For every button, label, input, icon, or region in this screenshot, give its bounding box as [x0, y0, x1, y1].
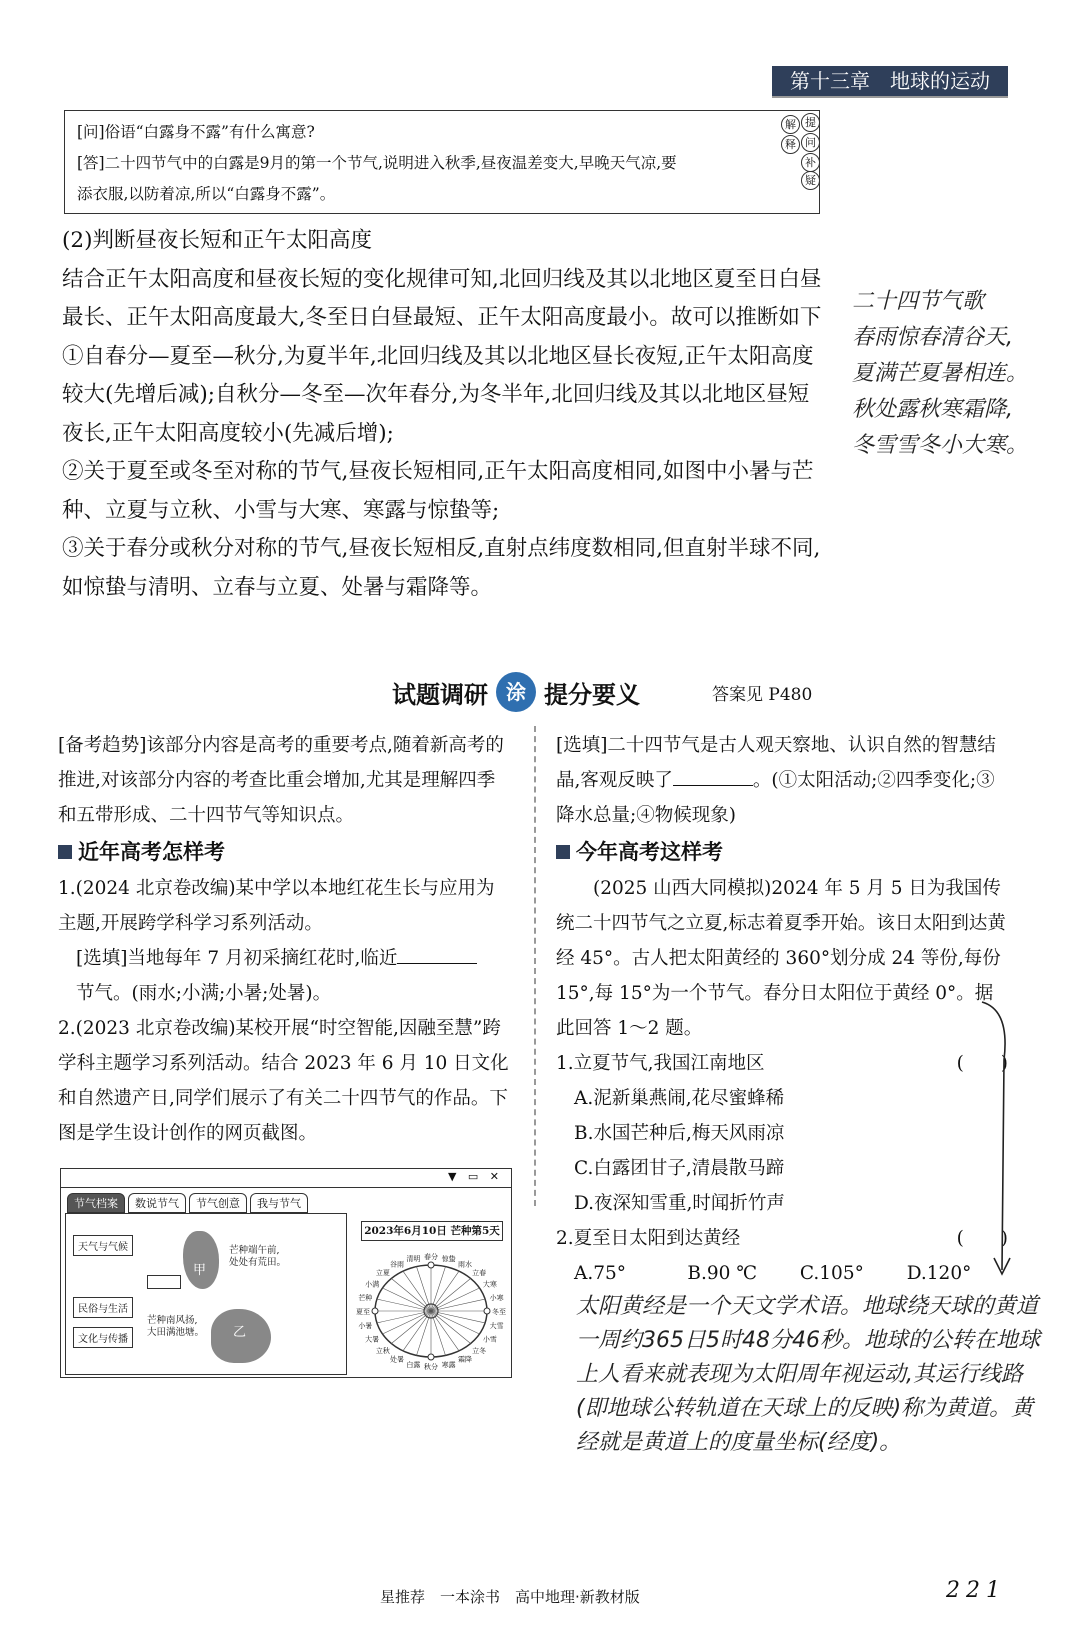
- section-header-ball: 涂: [496, 672, 536, 712]
- main-text: [62, 222, 830, 607]
- question-1-fill-text: [选填]当地每年 7 月初采摘红花时,临近: [76, 948, 398, 969]
- box-culture: 文化与传播: [73, 1327, 133, 1348]
- right-column: [556, 728, 1008, 1291]
- term-label: 夏至: [356, 1308, 370, 1316]
- qa-answer-line1: [答]二十四节气中的白露是9月的第一个节气,说明进入秋季,昼夜温差变大,早晚天气凉,要: [77, 154, 677, 172]
- term-label: 谷雨: [390, 1260, 404, 1269]
- main-para-1: 结合正午太阳高度和昼夜长短的变化规律可知,北回归线及其以北地区夏至日白昼最长、正午太阳高度最大,冬至日白昼最短、正午太阳高度最小。故可以推断如下: [62, 266, 822, 330]
- window-controls: ▼ ▭ ✕: [447, 1170, 503, 1183]
- option: D.120°: [906, 1263, 972, 1284]
- mc-question-2: [556, 1221, 1008, 1256]
- column-divider: [534, 726, 536, 1206]
- qa-question: [问]俗语“白露身不露”有什么寓意?: [77, 123, 315, 141]
- main-para-3: ②关于夏至或冬至对称的节气,昼夜长短相同,正午太阳高度相同,如图中小暑与芒种、立夏与立秋、小雪与大寒、寒露与惊蛰等;: [62, 459, 814, 523]
- blank-box: [147, 1275, 181, 1289]
- browser-bar: [61, 1169, 511, 1188]
- earth-position-dot: [484, 1308, 490, 1314]
- term-label: 霜降: [458, 1355, 472, 1364]
- stamp-char: 疑: [801, 171, 820, 190]
- side-note-handwriting: [852, 284, 1062, 464]
- side-note-line: 夏满芒夏暑相连。: [852, 361, 1029, 386]
- question-1-fill: [58, 941, 510, 976]
- answer-blank: [673, 767, 753, 786]
- answer-reference: 答案见 P480: [712, 685, 813, 705]
- trend-paragraph: [58, 728, 510, 833]
- term-label: 大寒: [482, 1280, 497, 1289]
- options-row: [556, 1256, 1008, 1291]
- chapter-tag: 第十三章 地球的运动: [772, 66, 1008, 96]
- stamp-char: 释: [781, 135, 800, 154]
- handwritten-note: 太阳黄经是一个天文学术语。地球绕天球的黄道一周约365日5时48分46秒。地球的公转在地球上人看来就表现为太阳周年视运动,其运行线路(即地球公转轨道在天球上的反映)称为黄道。黄经就是黄道上的度量坐标(经度)。: [576, 1294, 1040, 1455]
- term-label: 雨水: [458, 1260, 472, 1269]
- section-header-left: 试题调研: [392, 680, 488, 709]
- term-label: 小雪: [482, 1335, 497, 1344]
- term-label: 小寒: [489, 1293, 504, 1302]
- question-2: 2.(2023 北京卷改编)某校开展“时空智能,因融至慧”跨学科主题学习系列活动。结合 2023 年 6 月 10 日文化和自然遗产日,同学们展示了有关二十四节气的作品。下图是学生设计创作的网页截图。: [58, 1018, 509, 1144]
- main-para-4: ③关于春分或秋分对称的节气,昼夜长短相反,直射点纬度数相同,但直射半球不同,如惊蛰与清明、立春与立夏、处暑与霜降等。: [62, 536, 821, 600]
- option: A.75°: [574, 1263, 627, 1284]
- square-icon: [58, 845, 72, 859]
- region-yi-label: 乙: [233, 1325, 247, 1340]
- term-label: 立春: [472, 1269, 487, 1278]
- trend-text: 该部分内容是高考的重要考点,随着新高考的推进,对该部分内容的考查比重会增加,尤其是理解四季和五带形成、二十四节气等知识点。: [58, 735, 504, 826]
- side-note-line: 秋处露秋寒霜降,: [852, 397, 1013, 422]
- section-header: [392, 672, 640, 712]
- right-fill-question: [556, 728, 1008, 833]
- side-note-line: 二十四节气歌: [852, 289, 985, 314]
- date-box: 2023年6月10日 芒种第5天: [361, 1221, 503, 1241]
- term-spoke: [377, 1311, 431, 1323]
- earth-position-dot: [372, 1308, 378, 1314]
- term-label: 小暑: [358, 1322, 373, 1331]
- tab-me: 我与节气: [250, 1193, 308, 1213]
- region-jia-label: 甲: [193, 1263, 207, 1278]
- right-fill-text: [选填]二十四节气是古人观天察地、认识自然的智慧结晶,客观反映了: [556, 735, 996, 791]
- option: A.泥新巢燕闹,花尽蜜蜂稀: [574, 1088, 785, 1109]
- term-label: 立冬: [472, 1346, 487, 1355]
- webpage-tabs: [67, 1193, 308, 1213]
- trend-label: [备考趋势]: [58, 735, 147, 756]
- question-stem: (2025 山西大同模拟)2024 年 5 月 5 日为我国传统二十四节气之立夏,标志着夏季开始。该日太阳到达黄经 45°。古人把太阳黄经的 360°划分成 24 等份,每份 15°,每 15°为一个节气。春分日太阳位于黄经 0°。据此回答 1～2 题。: [556, 878, 1006, 1039]
- term-label: 清明: [406, 1254, 421, 1263]
- main-heading: (2)判断昼夜长短和正午太阳高度: [62, 228, 372, 253]
- term-label: 白露: [406, 1361, 421, 1370]
- answer-paren: ( ): [956, 1053, 1008, 1074]
- option: B.水国芒种后,梅天风雨凉: [574, 1123, 785, 1144]
- term-spoke: [431, 1311, 485, 1323]
- earth-position-dot: [428, 1354, 434, 1360]
- term-spoke: [377, 1299, 431, 1311]
- tab-data: 数说节气: [128, 1193, 186, 1213]
- side-note-line: 冬雪雪冬小大寒。: [852, 433, 1029, 458]
- stamp-char: 提: [801, 113, 820, 132]
- term-label: 处暑: [390, 1355, 404, 1364]
- tab-creative: 节气创意: [189, 1193, 247, 1213]
- caption-2: 芒种南风扬,大田满池塘。: [147, 1315, 205, 1338]
- mc-question-2-text: 2.夏至日太阳到达黄经: [556, 1228, 741, 1249]
- section-header-right: 提分要义: [544, 680, 640, 709]
- handwritten-arrow: [980, 1000, 1020, 1280]
- stamp-char: 解: [781, 115, 800, 134]
- term-spoke: [431, 1311, 445, 1355]
- footer-title: 星推荐 一本涂书 高中地理·新教材版: [380, 1588, 640, 1606]
- stamp-char: 问: [801, 133, 820, 152]
- term-label: 寒露: [441, 1361, 456, 1370]
- term-label: 春分: [424, 1253, 438, 1261]
- box-custom: 民俗与生活: [73, 1297, 133, 1318]
- left-column: [58, 728, 510, 1151]
- earth-position-dot: [428, 1262, 434, 1268]
- stamp-char: 补: [801, 153, 820, 172]
- term-spoke: [431, 1267, 445, 1311]
- caption-1: 芒种端午前,处处有荒田。: [229, 1245, 287, 1268]
- mc-question-1-text: 1.立夏节气,我国江南地区: [556, 1053, 765, 1074]
- term-label: 芒种: [358, 1293, 373, 1302]
- term-label: 大暑: [365, 1335, 380, 1344]
- option: D.夜深知雪重,时闻折竹声: [574, 1193, 785, 1214]
- question-1: 1.(2024 北京卷改编)某中学以本地红花生长与应用为主题,开展跨学科学习系列活动。: [58, 878, 495, 934]
- term-spoke: [417, 1311, 431, 1355]
- answer-blank: [397, 945, 477, 964]
- qa-stamp: [781, 113, 821, 189]
- term-label: 大雪: [489, 1322, 504, 1331]
- term-label: 冬至: [492, 1308, 506, 1316]
- solar-terms-dial: [351, 1239, 511, 1375]
- term-label: 秋分: [424, 1363, 438, 1371]
- term-label: 惊蛰: [441, 1254, 456, 1263]
- region-jia-map: [183, 1231, 219, 1289]
- term-label: 小满: [365, 1280, 380, 1289]
- section-title-this-year: [556, 833, 1008, 871]
- section-title-text: 近年高考怎样考: [78, 840, 225, 864]
- answer-paren: ( ): [956, 1228, 1008, 1249]
- option: C.105°: [799, 1263, 864, 1284]
- right-fill-options: 。(①太阳活动;②四季变化;③降水总量;④物候现象): [556, 770, 995, 826]
- option: B.90 ℃: [687, 1263, 758, 1284]
- section-title-text: 今年高考这样考: [576, 840, 723, 864]
- term-label: 立夏: [375, 1269, 390, 1278]
- main-para-2: ①自春分—夏至—秋分,为夏半年,北回归线及其以北地区昼长夜短,正午太阳高度较大(先增后减);自秋分—冬至—次年春分,为冬半年,北回归线及其以北地区昼短夜长,正午太阳高度较小(先减后增);: [62, 343, 814, 446]
- side-note-line: 春雨惊春清谷天,: [852, 325, 1013, 350]
- mc-question-1: [556, 1046, 1008, 1081]
- term-label: 立秋: [375, 1346, 390, 1355]
- qa-answer-line2: 添衣服,以防着凉,所以“白露身不露”。: [77, 185, 336, 203]
- tab-archive: 节气档案: [67, 1193, 125, 1213]
- page-number: 221: [946, 1578, 1006, 1603]
- option: C.白露团甘子,清晨散马蹄: [574, 1158, 785, 1179]
- square-icon: [556, 845, 570, 859]
- qa-box: [64, 110, 820, 214]
- section-title-past: [58, 833, 510, 871]
- term-spoke: [417, 1267, 431, 1311]
- term-spoke: [431, 1299, 485, 1311]
- webpage-screenshot-figure: [60, 1168, 512, 1378]
- question-1-fill-options: 节气。(雨水;小满;小暑;处暑)。: [76, 983, 332, 1004]
- box-weather: 天气与气候: [73, 1235, 133, 1256]
